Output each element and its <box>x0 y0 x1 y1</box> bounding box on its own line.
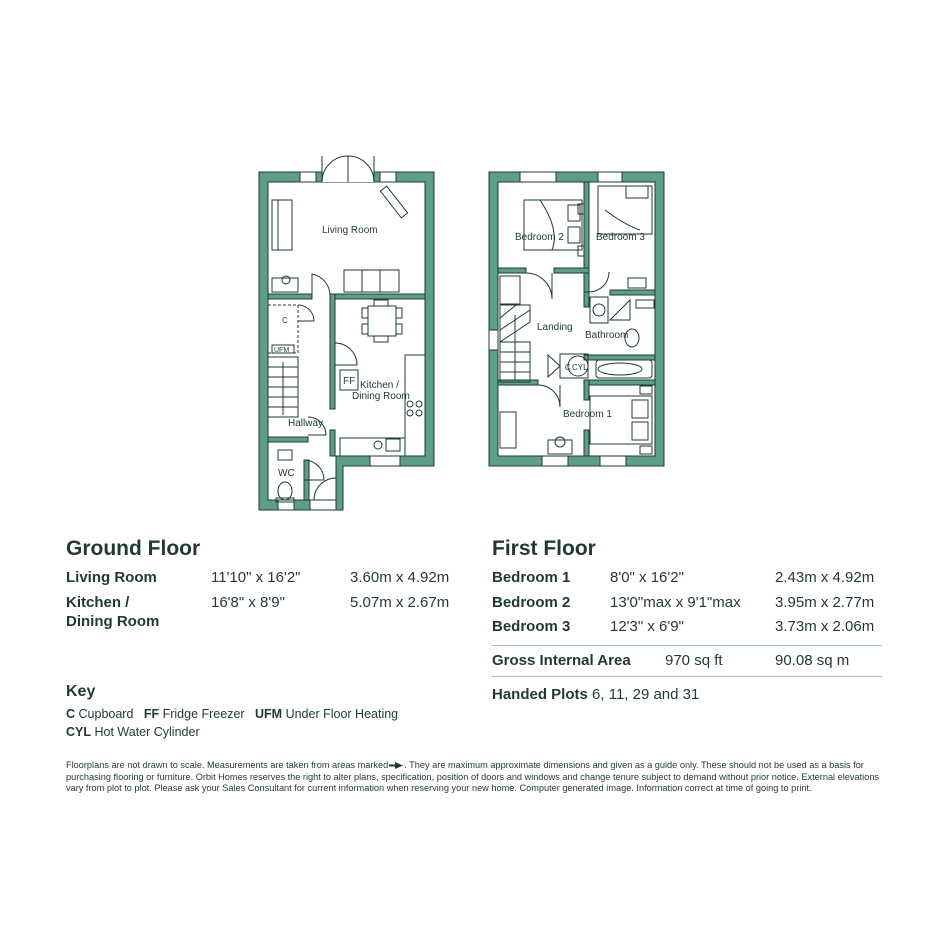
ff-room-1-imperial: 8'0" x 16'2" <box>610 569 684 586</box>
ff-room-1-metric: 2.43m x 4.92m <box>775 569 875 586</box>
ff-room-2-metric: 3.95m x 2.77m <box>775 594 875 611</box>
window-bed3 <box>598 172 622 182</box>
handed-plots <box>492 686 699 703</box>
disclaimer-part-1: Floorplans are not drawn to scale. Measurements are taken from areas marked <box>66 760 389 770</box>
label-cupboard-c-ff: C <box>565 363 571 372</box>
label-cyl: CYL <box>572 363 588 372</box>
first-floor-heading: First Floor <box>492 537 596 560</box>
ground-floor-heading: Ground Floor <box>66 537 201 560</box>
key-row-1 <box>66 707 398 721</box>
window-bed2 <box>520 172 556 182</box>
gf-room-1-name: Living Room <box>66 569 157 586</box>
window-landing <box>489 330 498 350</box>
key-desc-ufm: Under Floor Heating <box>285 707 399 721</box>
gross-area-label: Gross Internal Area <box>492 652 631 669</box>
ff-room-1-name: Bedroom 1 <box>492 569 571 586</box>
key-desc-cyl: Hot Water Cylinder <box>94 725 200 739</box>
gf-room-2-imperial: 16'8" x 8'9" <box>211 594 285 611</box>
label-wc: WC <box>278 468 295 479</box>
ff-room-3-imperial: 12'3" x 6'9" <box>610 618 684 635</box>
gf-room-2-name-line2: Dining Room <box>66 613 160 630</box>
disclaimer <box>66 760 884 795</box>
ff-room-3-name: Bedroom 3 <box>492 618 571 635</box>
key-desc-ff: Fridge Freezer <box>162 707 245 721</box>
label-ff: FF <box>343 376 356 387</box>
label-cupboard-c: C <box>282 316 288 325</box>
label-bathroom: Bathroom <box>585 330 629 341</box>
key-desc-c: Cupboard <box>78 707 134 721</box>
ff-room-2-name: Bedroom 2 <box>492 594 571 611</box>
gf-room-1-metric: 3.60m x 4.92m <box>350 569 450 586</box>
gf-room-2-name: Kitchen / <box>66 594 130 611</box>
divider-top <box>492 645 882 646</box>
label-kitchen-2: Dining Room <box>352 391 410 402</box>
window-gf-top-right <box>380 172 396 182</box>
label-bedroom-3: Bedroom 3 <box>596 232 645 243</box>
divider-bottom <box>492 676 882 677</box>
key-heading: Key <box>66 683 96 700</box>
ground-floor-walls <box>259 172 434 510</box>
gross-area-sqft: 970 sq ft <box>665 652 723 669</box>
window-kitchen <box>370 456 400 466</box>
window-gf-top-left <box>300 172 316 182</box>
key-code-ff: FF <box>143 707 160 721</box>
handed-plots-label: Handed Plots <box>492 686 588 703</box>
label-landing: Landing <box>537 322 573 333</box>
ff-room-3-metric: 3.73m x 2.06m <box>775 618 875 635</box>
gf-room-2-metric: 5.07m x 2.67m <box>350 594 450 611</box>
key-code-c: C <box>66 707 76 721</box>
label-hallway: Hallway <box>288 418 324 429</box>
window-bed1-left <box>542 456 568 466</box>
ff-room-2-imperial: 13'0"max x 9'1"max <box>610 594 741 611</box>
label-kitchen-1: Kitchen / <box>360 380 399 391</box>
key-code-cyl: CYL <box>66 725 91 739</box>
gross-area-sqm: 90.08 sq m <box>775 652 850 669</box>
disclaimer-part-2: . They are maximum approximate dimensions and given as a guide only. These should not be used as a basis for purchasing flooring or furniture. Orbit Homes reserves the right to alter plans, specification, position of doors and windows and change tenure subject to demand without prior notice. External elevations vary from plot to plot. Please ask your Sales Consultant for current information when reserving your new home. Computer generated image. Information correct at time of going to print. <box>66 760 880 793</box>
gf-room-1-imperial: 11'10" x 16'2" <box>211 569 301 586</box>
label-living-room: Living Room <box>322 225 378 236</box>
front-door-opening <box>310 500 336 510</box>
living-room-french-doors <box>322 156 374 182</box>
handed-plots-value: 6, 11, 29 and 31 <box>592 686 700 703</box>
label-ufm: UFM <box>274 347 290 354</box>
measurement-marker-icon <box>389 762 403 769</box>
window-bed1-right <box>600 456 626 466</box>
label-bedroom-2: Bedroom 2 <box>515 232 564 243</box>
label-bedroom-1: Bedroom 1 <box>563 409 612 420</box>
key-code-ufm: UFM <box>255 707 283 721</box>
key-row-2 <box>66 725 200 739</box>
